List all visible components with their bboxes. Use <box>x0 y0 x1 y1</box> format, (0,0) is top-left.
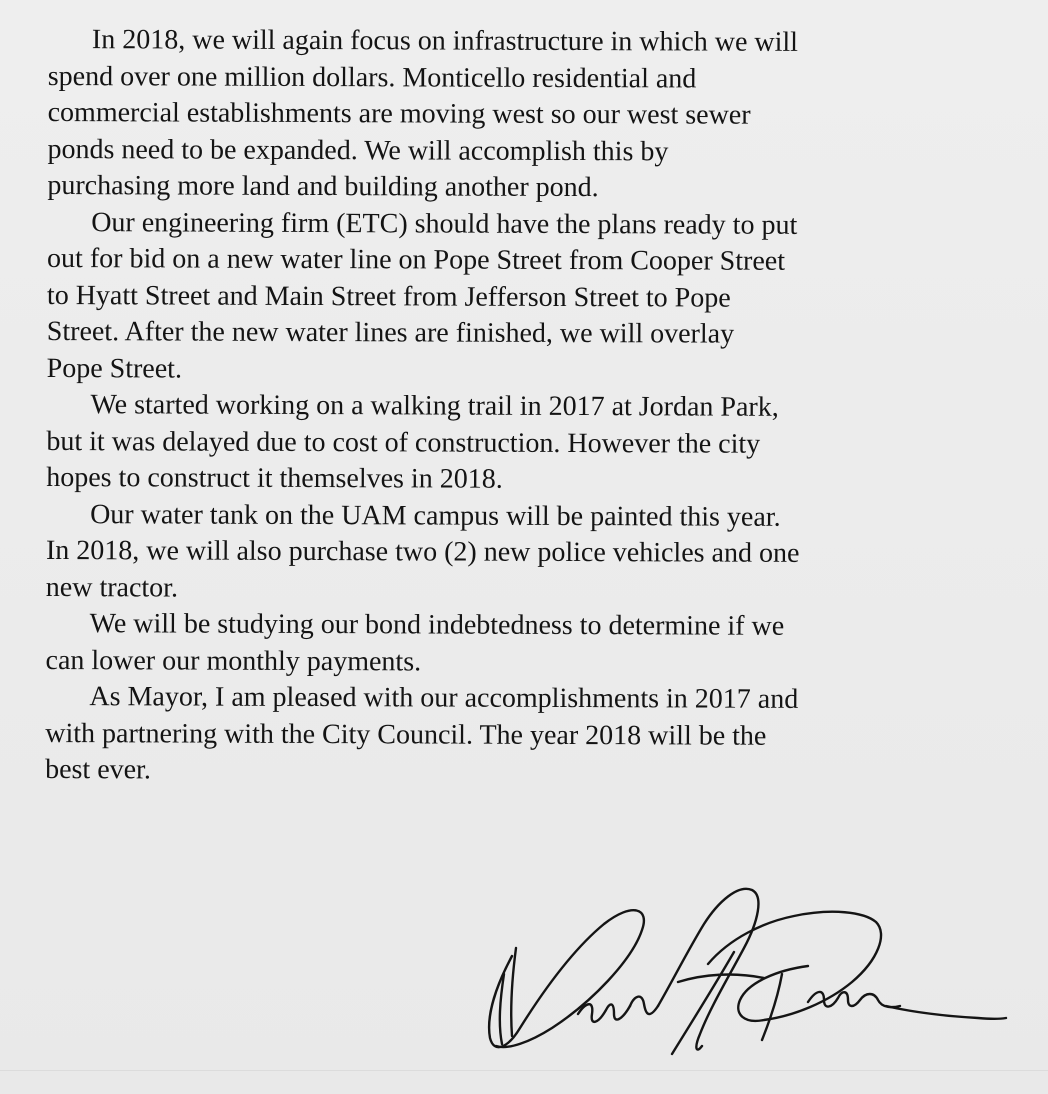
letter-line: out for bid on a new water line on Pope Street from Cooper Street <box>47 242 786 277</box>
scan-edge-divider <box>0 1070 1048 1071</box>
letter-line: commercial establishments are moving west so our west sewer <box>47 96 751 131</box>
letter-line: but it was delayed due to cost of construction. However the city <box>46 425 761 460</box>
letter-line: In 2018, we will also purchase two (2) new police vehicles and one <box>45 534 800 569</box>
letter-line: We will be studying our bond indebtedness to determine if we <box>89 608 785 642</box>
letter-line: Our water tank on the UAM campus will be painted this year. <box>90 498 781 533</box>
letter-line: Street. After the new water lines are finished, we will overlay <box>46 315 735 350</box>
letter-line: In 2018, we will again focus on infrastructure in which we will <box>91 24 799 58</box>
letter-line: We started working on a walking trail in 2017 at Jordan Park, <box>90 389 779 423</box>
letter-line: best ever. <box>45 753 151 786</box>
letter-line: ponds need to be expanded. We will accomplish this by <box>47 133 669 167</box>
letter-line: hopes to construct it themselves in 2018. <box>46 461 503 495</box>
handwritten-signature-icon <box>482 878 1012 1068</box>
letter-line: Our engineering firm (ETC) should have the plans ready to put <box>91 206 798 241</box>
letter-line: with partnering with the City Council. The year 2018 will be the <box>45 717 767 752</box>
letter-body <box>45 22 928 792</box>
letter-line: can lower our monthly payments. <box>45 644 422 677</box>
letter-line: Pope Street. <box>46 352 183 385</box>
letter-line: purchasing more land and building another pond. <box>47 169 599 204</box>
letter-line: to Hyatt Street and Main Street from Jefferson Street to Pope <box>46 279 731 314</box>
letter-line: As Mayor, I am pleased with our accomplishments in 2017 and <box>89 681 799 715</box>
letter-line: spend over one million dollars. Monticello residential and <box>47 60 697 94</box>
letter-line: new tractor. <box>45 571 179 604</box>
